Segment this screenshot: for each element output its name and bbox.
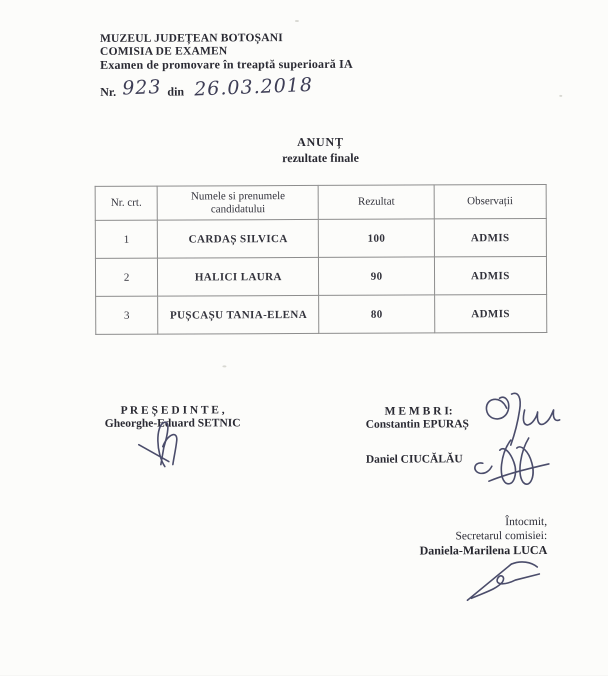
scan-speck	[295, 20, 299, 22]
cell-nr: 2	[95, 258, 157, 296]
cell-result: 90	[319, 257, 434, 296]
exam-description: Examen de promovare în treaptă superioară IA	[100, 56, 353, 72]
member1-handwritten-signature	[481, 390, 569, 448]
prepared-by-block	[347, 515, 547, 558]
president-title: P R E Ș E D I N T E ,	[120, 404, 225, 417]
secretary-name: Daniela-Marilena LUCA	[419, 542, 548, 558]
members-title: M E M B R I:	[384, 405, 453, 418]
letterhead	[100, 32, 353, 72]
scan-speck	[559, 95, 562, 97]
president-name: Gheorghe-Eduard SETNIC	[104, 417, 241, 430]
document-subtitle: rezultate finale	[282, 150, 359, 166]
prepared-label: Întocmit,	[505, 515, 548, 529]
cell-observation: ADMIS	[434, 294, 546, 332]
cell-candidate-name: CARDAȘ SILVICA	[157, 219, 319, 258]
cell-nr: 1	[95, 220, 157, 258]
scan-speck	[222, 365, 226, 367]
nr-label: Nr.	[100, 84, 117, 99]
cell-observation: ADMIS	[434, 256, 546, 294]
members-signature-block	[366, 405, 472, 466]
cell-nr: 3	[96, 296, 158, 334]
registration-number-handwritten: 923	[121, 75, 162, 100]
cell-result: 80	[319, 295, 434, 334]
document-title-block	[94, 134, 546, 167]
cell-result: 100	[319, 219, 434, 258]
table-row	[95, 218, 546, 258]
results-table	[95, 184, 548, 335]
member2-name: Daniel CIUCĂLĂU	[365, 453, 463, 466]
president-signature-block	[98, 404, 248, 431]
registration-date-handwritten: 26.03.2018	[193, 73, 314, 101]
table-row	[95, 256, 546, 296]
organization-name: MUZEUL JUDEȚEAN BOTOȘANI	[99, 32, 283, 45]
header-candidate-name: Numele si prenumele candidatului	[157, 185, 318, 220]
table-header-row	[95, 184, 546, 220]
cell-candidate-name: HALICI LAURA	[158, 257, 320, 296]
member1-name: Constantin EPURAȘ	[365, 418, 469, 431]
document-title: ANUNȚ	[297, 134, 344, 150]
header-result: Rezultat	[319, 185, 434, 220]
commission-name: COMISIA DE EXAMEN	[100, 45, 228, 58]
table-row	[96, 294, 547, 334]
registration-line	[100, 73, 314, 101]
secretary-label: Secretarul comisiei:	[455, 529, 548, 543]
member2-handwritten-signature	[469, 435, 569, 487]
din-label: din	[167, 84, 185, 99]
cell-observation: ADMIS	[434, 218, 546, 256]
secretary-handwritten-signature	[459, 552, 545, 604]
header-nr-crt: Nr. crt.	[95, 186, 157, 220]
header-observations: Observații	[434, 184, 546, 218]
cell-candidate-name: PUȘCAȘU TANIA-ELENA	[158, 295, 320, 334]
